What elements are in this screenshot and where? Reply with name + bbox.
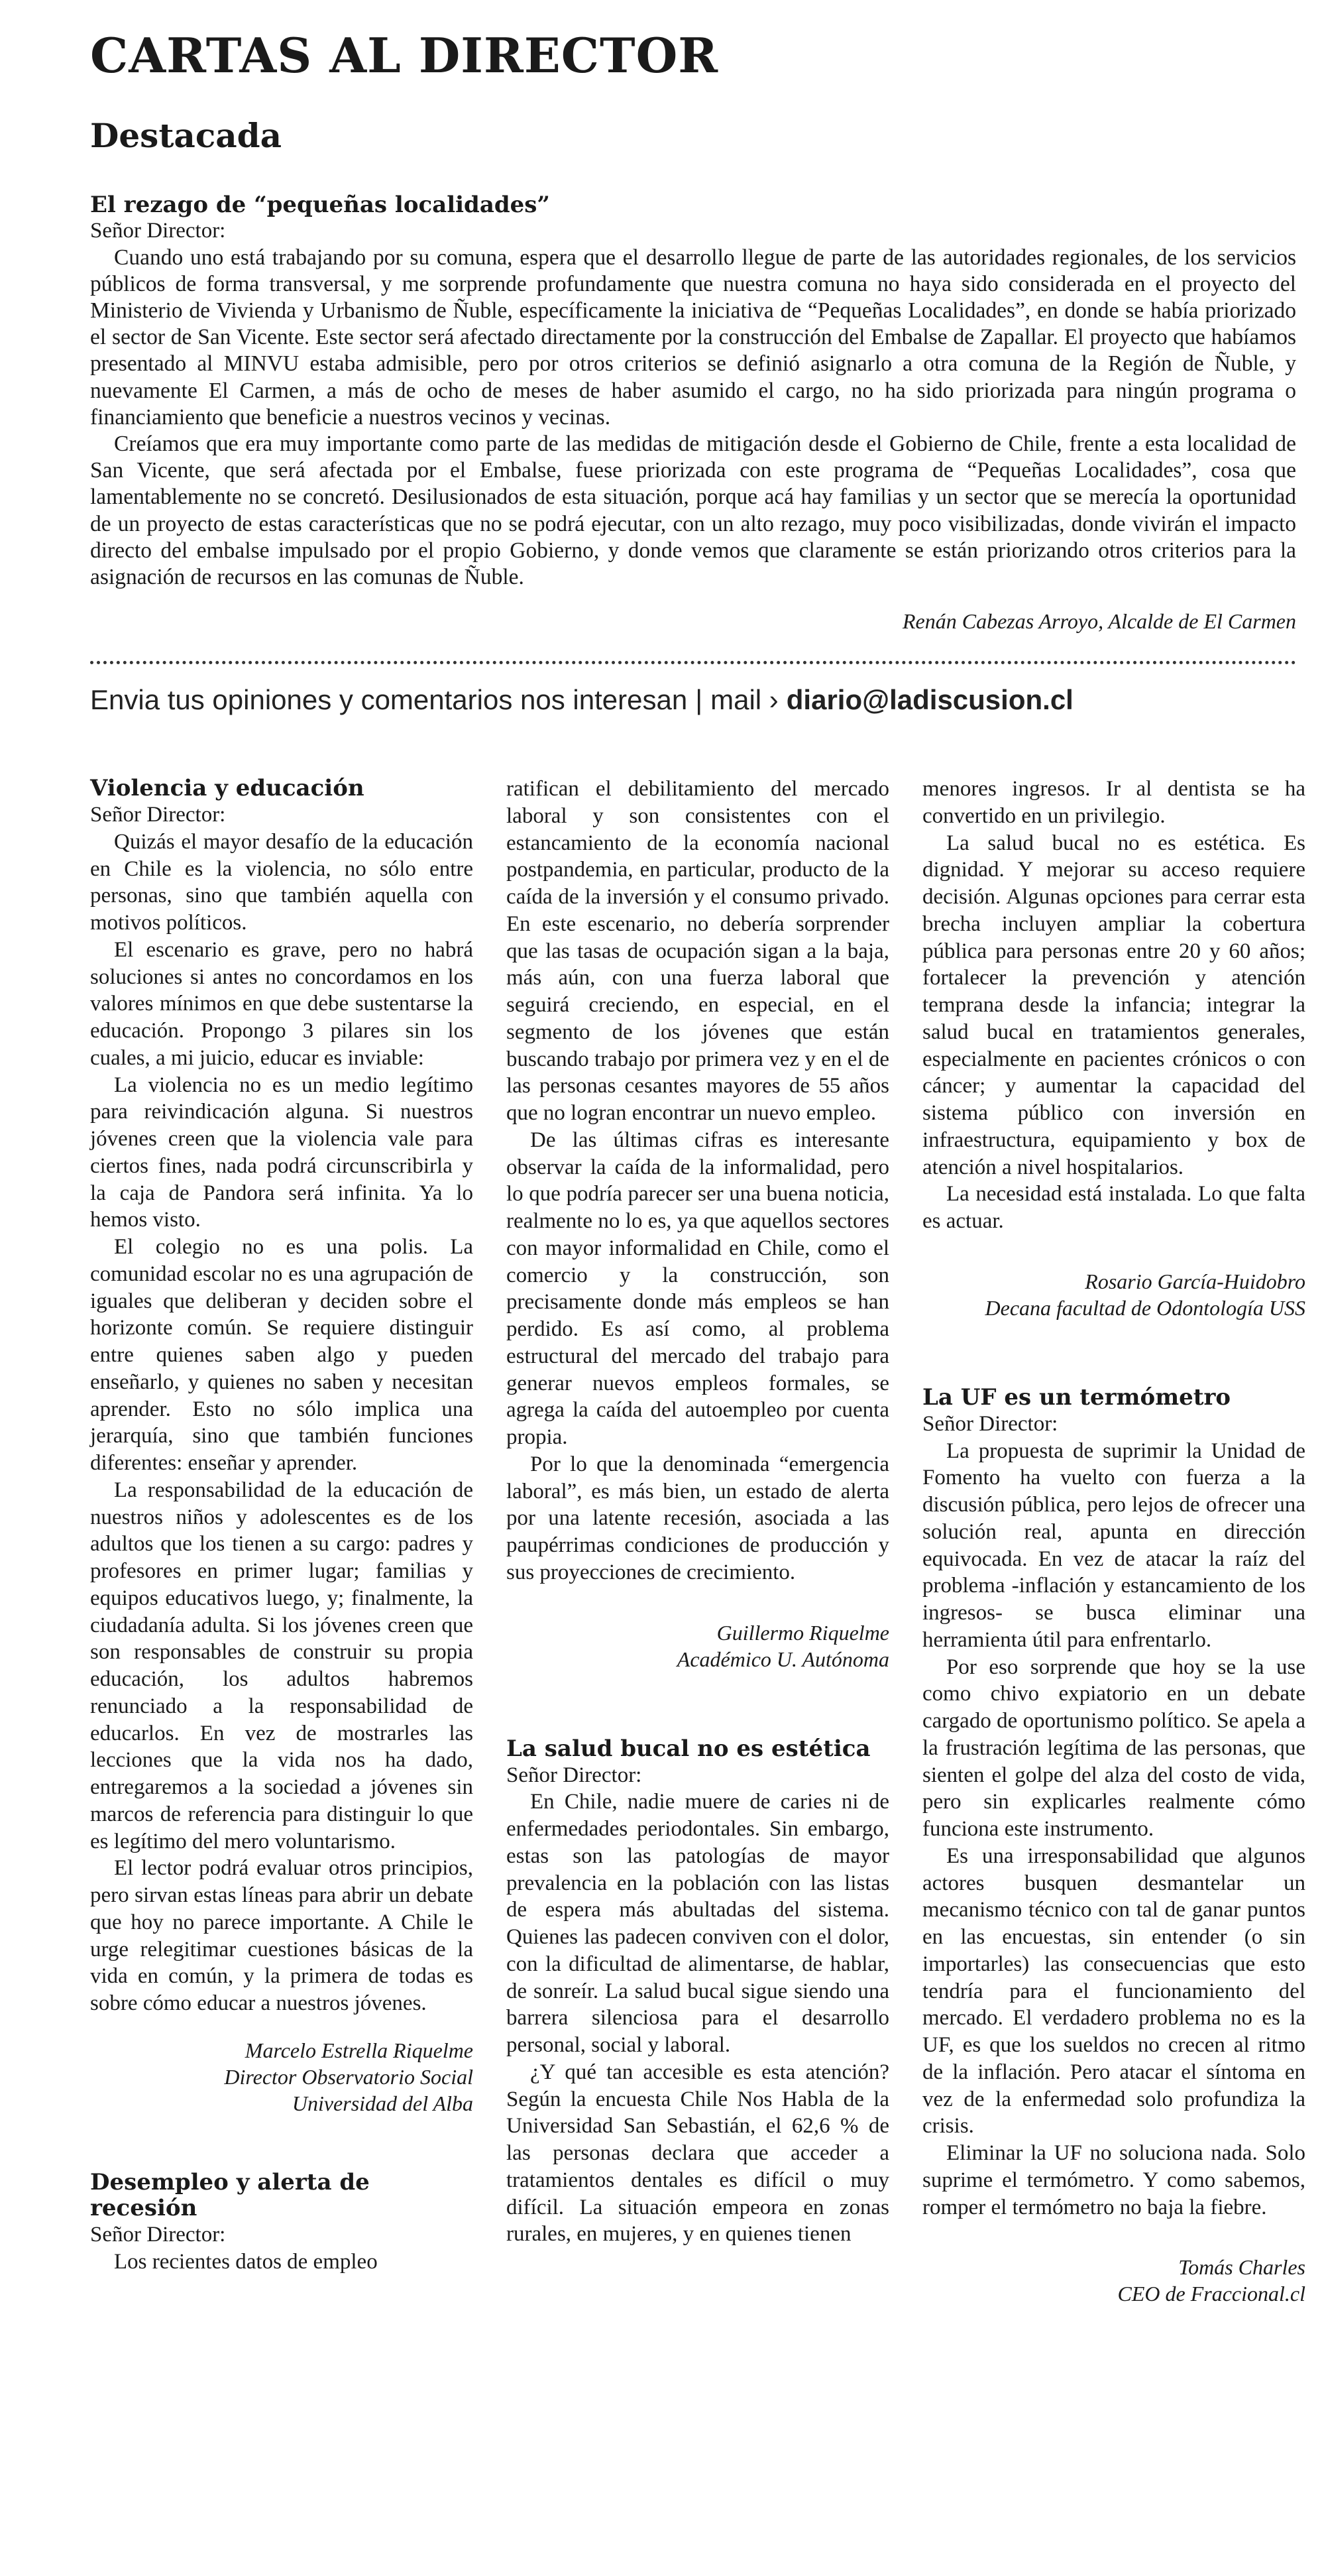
paragraph: En Chile, nadie muere de caries ni de enfermedades periodontales. Sin embargo, estas son las patologías de mayor prevalencia en la población con las listas de espera más abultadas del sistema. Quienes las padecen conviven con el dolor, con la dificultad de alimentarse, de hablar, de sonreír. La salud bucal sigue siendo una barrera silenciosa para el desarrollo personal, social y laboral. [506,1790,889,2058]
signature [506,1619,889,1672]
signature-line: Universidad del Alba [292,2091,473,2115]
paragraph: ¿Y qué tan accesible es esta atención? Según la encuesta Chile Nos Habla de la Universidad San Sebastián, el 62,6 % de las personas declara que acceder a tratamientos dentales es difícil o muy difícil. La situación empeora en zonas rurales, en mujeres, y en quienes tienen [506,2060,889,2247]
paragraph: La salud bucal no es estética. Es dignidad. Y mejorar su acceso requiere decisión. Algunas opciones para cerrar esta brecha incluyen ampliar la cobertura pública para personas entre 20 y 60 años; fortalecer la prevención y atención temprana desde la infancia; integrar la salud bucal en tratamientos generales, especialmente en pacientes crónicos o con cáncer; y aumentar la capacidad del sistema público con inversión en infraestructura, equipamiento y box de atención a nivel hospitalarios. [922,831,1305,1179]
salutation: Señor Director: [90,803,226,827]
signature [922,2254,1305,2307]
featured-label: Destacada [90,116,282,155]
salutation: Señor Director: [90,219,226,243]
signature-line: Director Observatorio Social [224,2064,473,2089]
paragraph: El escenario es grave, pero no habrá soluciones si antes no concordamos en los valores mínimos en que debe sustentarse la educación. Propongo 3 pilares sin los cuales, a mi juicio, educar es inviable: [90,937,473,1070]
paragraph: Por lo que la denominada “emergencia laboral”, es más bien, un estado de alerta por una latente recesión, asociada a las paupérrimas condiciones de producción y sus proyecciones de crecimiento. [506,1452,889,1584]
letter-title: La UF es un termómetro [922,1383,1231,1411]
letter-salud [506,1736,889,2249]
salutation: Señor Director: [922,1411,1058,1436]
contact-separator: | [695,684,703,716]
paragraph: De las últimas cifras es interesante observar la caída de la informalidad, pero lo que podría parecer ser una buena noticia, realmente no lo es, ya que aquellos sectores con mayor informalidad en Chile, como el comercio y la construcción, son precisamente donde más empleos se han perdido. Es así como, al problema estructural del mercado del trabajo para generar nuevos empleos formales, se agrega la caída del autoempleo por cuenta propia. [506,1128,889,1450]
paragraph: El colegio no es una polis. La comunidad escolar no es una agrupación de iguales que deliberan y deciden sobre el horizonte común. Se requiere distinguir entre quienes saben algo y pueden enseñarlo, y quienes no saben y necesitan aprender. Esto no sólo implica una jerarquía, sino que también funciones diferentes: enseñar y aprender. [90,1235,473,1476]
signature-line: Decana facultad de Odontología USS [985,1295,1305,1320]
paragraph: Eliminar la UF no soluciona nada. Solo suprime el termómetro. Y como sabemos, romper el termómetro no baja la fiebre. [922,2141,1305,2219]
paragraph: La violencia no es un medio legítimo para reivindicación alguna. Si nuestros jóvenes creen que la violencia vale para ciertos fines, nada podrá circunscribirla y la caja de Pandora será infinita. Ya lo hemos visto. [90,1073,473,1232]
letter-title: La salud bucal no es estética [506,1735,871,1762]
paragraph: menores ingresos. Ir al dentista se ha convertido en un privilegio. [922,777,1305,828]
letter-title: El rezago de “pequeñas localidades” [90,192,550,218]
paragraph: Por eso sorprende que hoy se la use como chivo expiatorio en un debate cargado de oportunismo político. Se apela a la frustración legítima de las personas, que sienten el golpe del alza del costo de vida, pero sin explicarles realmente cómo funciona este instrumento. [922,1655,1305,1842]
letters-columns [90,776,1306,2307]
letter-title: Violencia y educación [90,775,364,802]
signature-line: Tomás Charles [1178,2255,1305,2280]
signature [922,1268,1305,1321]
signature-line: Marcelo Estrella Riquelme [245,2038,473,2062]
paragraph: La responsabilidad de la educación de nuestros niños y adolescentes es de los adultos que los tienen a su cargo: padres y profesores en primer lugar; familias y equipos educativos luego, y; finalmente, la ciudadanía adulta. Si los jóvenes creen que son responsables de construir su propia educación, los adultos habremos renunciado a la responsabilidad de educarlos. En vez de mostrarles las lecciones que la vida nos ha dado, entregaremos a la sociedad a jóvenes sin marcos de referencia para distinguir lo que es legítimo del mero voluntarismo. [90,1478,473,1853]
letter-desempleo [90,2170,473,2276]
paragraph: Los recientes datos de empleo [114,2249,378,2274]
salutation: Señor Director: [90,2223,226,2247]
letter-title: Desempleo y alerta de recesión [90,2168,370,2222]
letter-salud-continued [922,776,1305,1321]
column-3 [922,776,1305,2307]
paragraph: La necesidad está instalada. Lo que falta es actuar. [922,1182,1305,1234]
paragraph: ratifican el debilitamiento del mercado laboral y son consistentes con el estancamiento de la economía nacional postpandemia, en particular, producto de la caída de la inversión y el consumo privado. En este escenario, no debería sorprender que las tasas de ocupación sigan a la baja, más aún, con una fuerza laboral que seguirá creciendo, en especial, en el segmento de los jóvenes que están buscando trabajo por primera vez y en el de las personas cesantes mayores de 55 años que no logran encontrar un nuevo empleo. [506,777,889,1126]
paragraph: Cuando uno está trabajando por su comuna, espera que el desarrollo llegue de parte de las autoridades regionales, de los servicios públicos de forma transversal, y me sorprende profundamente que nuestra comuna no haya sido considerada en el proyecto del Ministerio de Vivienda y Urbanismo de Ñuble, específicamente la iniciativa de “Pequeñas Localidades”, en donde se había priorizado el sector de San Vicente. Este sector será afectado directamente por la construcción del Embalse de Zapallar. El proyecto que habíamos presentado al MINVU estaba admisible, pero por otros criterios se definió asignarlo a otra comuna de la Región de Ñuble, y nuevamente El Carmen, a más de ocho de meses de haber asumido el cargo, no ha sido priorizada para ningún programa o financiamiento que beneficie a nuestros vecinos y vecinas. [90,245,1296,430]
dotted-divider [90,661,1296,664]
paragraph: El lector podrá evaluar otros principios, pero sirvan estas líneas para abrir un debate que hoy no parece importante. A Chile le urge relegitimar cuestiones básicas de la vida en común, y la primera de todas es sobre cómo educar a nuestros jóvenes. [90,1856,473,2016]
featured-letter [90,192,1296,634]
contact-line [90,684,1295,716]
signature-line: Académico U. Autónoma [677,1647,889,1671]
paragraph: Quizás el mayor desafío de la educación en Chile es la violencia, no sólo entre personas, sino que también aquella con motivos políticos. [90,829,473,935]
signature-line: CEO de Fraccional.cl [1117,2282,1305,2306]
column-1 [90,776,473,2307]
letter-uf [922,1385,1305,2308]
salutation: Señor Director: [506,1763,642,1787]
signature-line: Rosario García-Huidobro [1085,1269,1305,1293]
signature: Renán Cabezas Arroyo, Alcalde de El Carmen [903,609,1296,634]
section-title: CARTAS AL DIRECTOR [90,27,719,84]
letter-desempleo-continued [506,776,889,1672]
signature [90,2037,473,2117]
mail-label: mail › [710,684,779,716]
letter-violencia [90,776,473,2117]
signature-line: Guillermo Riquelme [716,1620,889,1645]
column-2 [506,776,889,2307]
paragraph: Creíamos que era muy importante como parte de las medidas de mitigación desde el Gobierno de Chile, frente a esta localidad de San Vicente, que será afectada por el Embalse, fuese priorizada con este programa de “Pequeñas Localidades”, cosa que lamentablemente no se concretó. Desilusionados de esta situación, porque acá hay familias y un sector que se merecía la oportunidad de un proyecto de estas características que no se podrá ejecutar, con un alto rezago, muy poco visibilizadas, donde vivirán el impacto directo del embalse impulsado por el propio Gobierno, y donde vemos que claramente se están priorizando otros criterios para la asignación de recursos en las comunas de Ñuble. [90,432,1296,589]
paragraph: La propuesta de suprimir la Unidad de Fomento ha vuelto con fuerza a la discusión pública, pero lejos de ofrecer una solución real, apunta en dirección equivocada. En vez de atacar la raíz del problema -inflación y estancamiento de los ingresos- se busca eliminar una herramienta útil para enfrentarlo. [922,1438,1305,1652]
contact-text: Envia tus opiniones y comentarios nos interesan [90,684,688,716]
email-link[interactable]: diario@ladiscusion.cl [786,684,1074,716]
paragraph: Es una irresponsabilidad que algunos actores busquen desmantelar un mecanismo técnico con tal de ganar puntos en las encuestas, sin entender (o sin importarles) las consecuencias que esto tendría para el funcionamiento del mercado. El verdadero problema no es la UF, es que los sueldos no crecen al ritmo de la inflación. Pero atacar el síntoma en vez de la enfermedad solo profundiza la crisis. [922,1844,1305,2138]
